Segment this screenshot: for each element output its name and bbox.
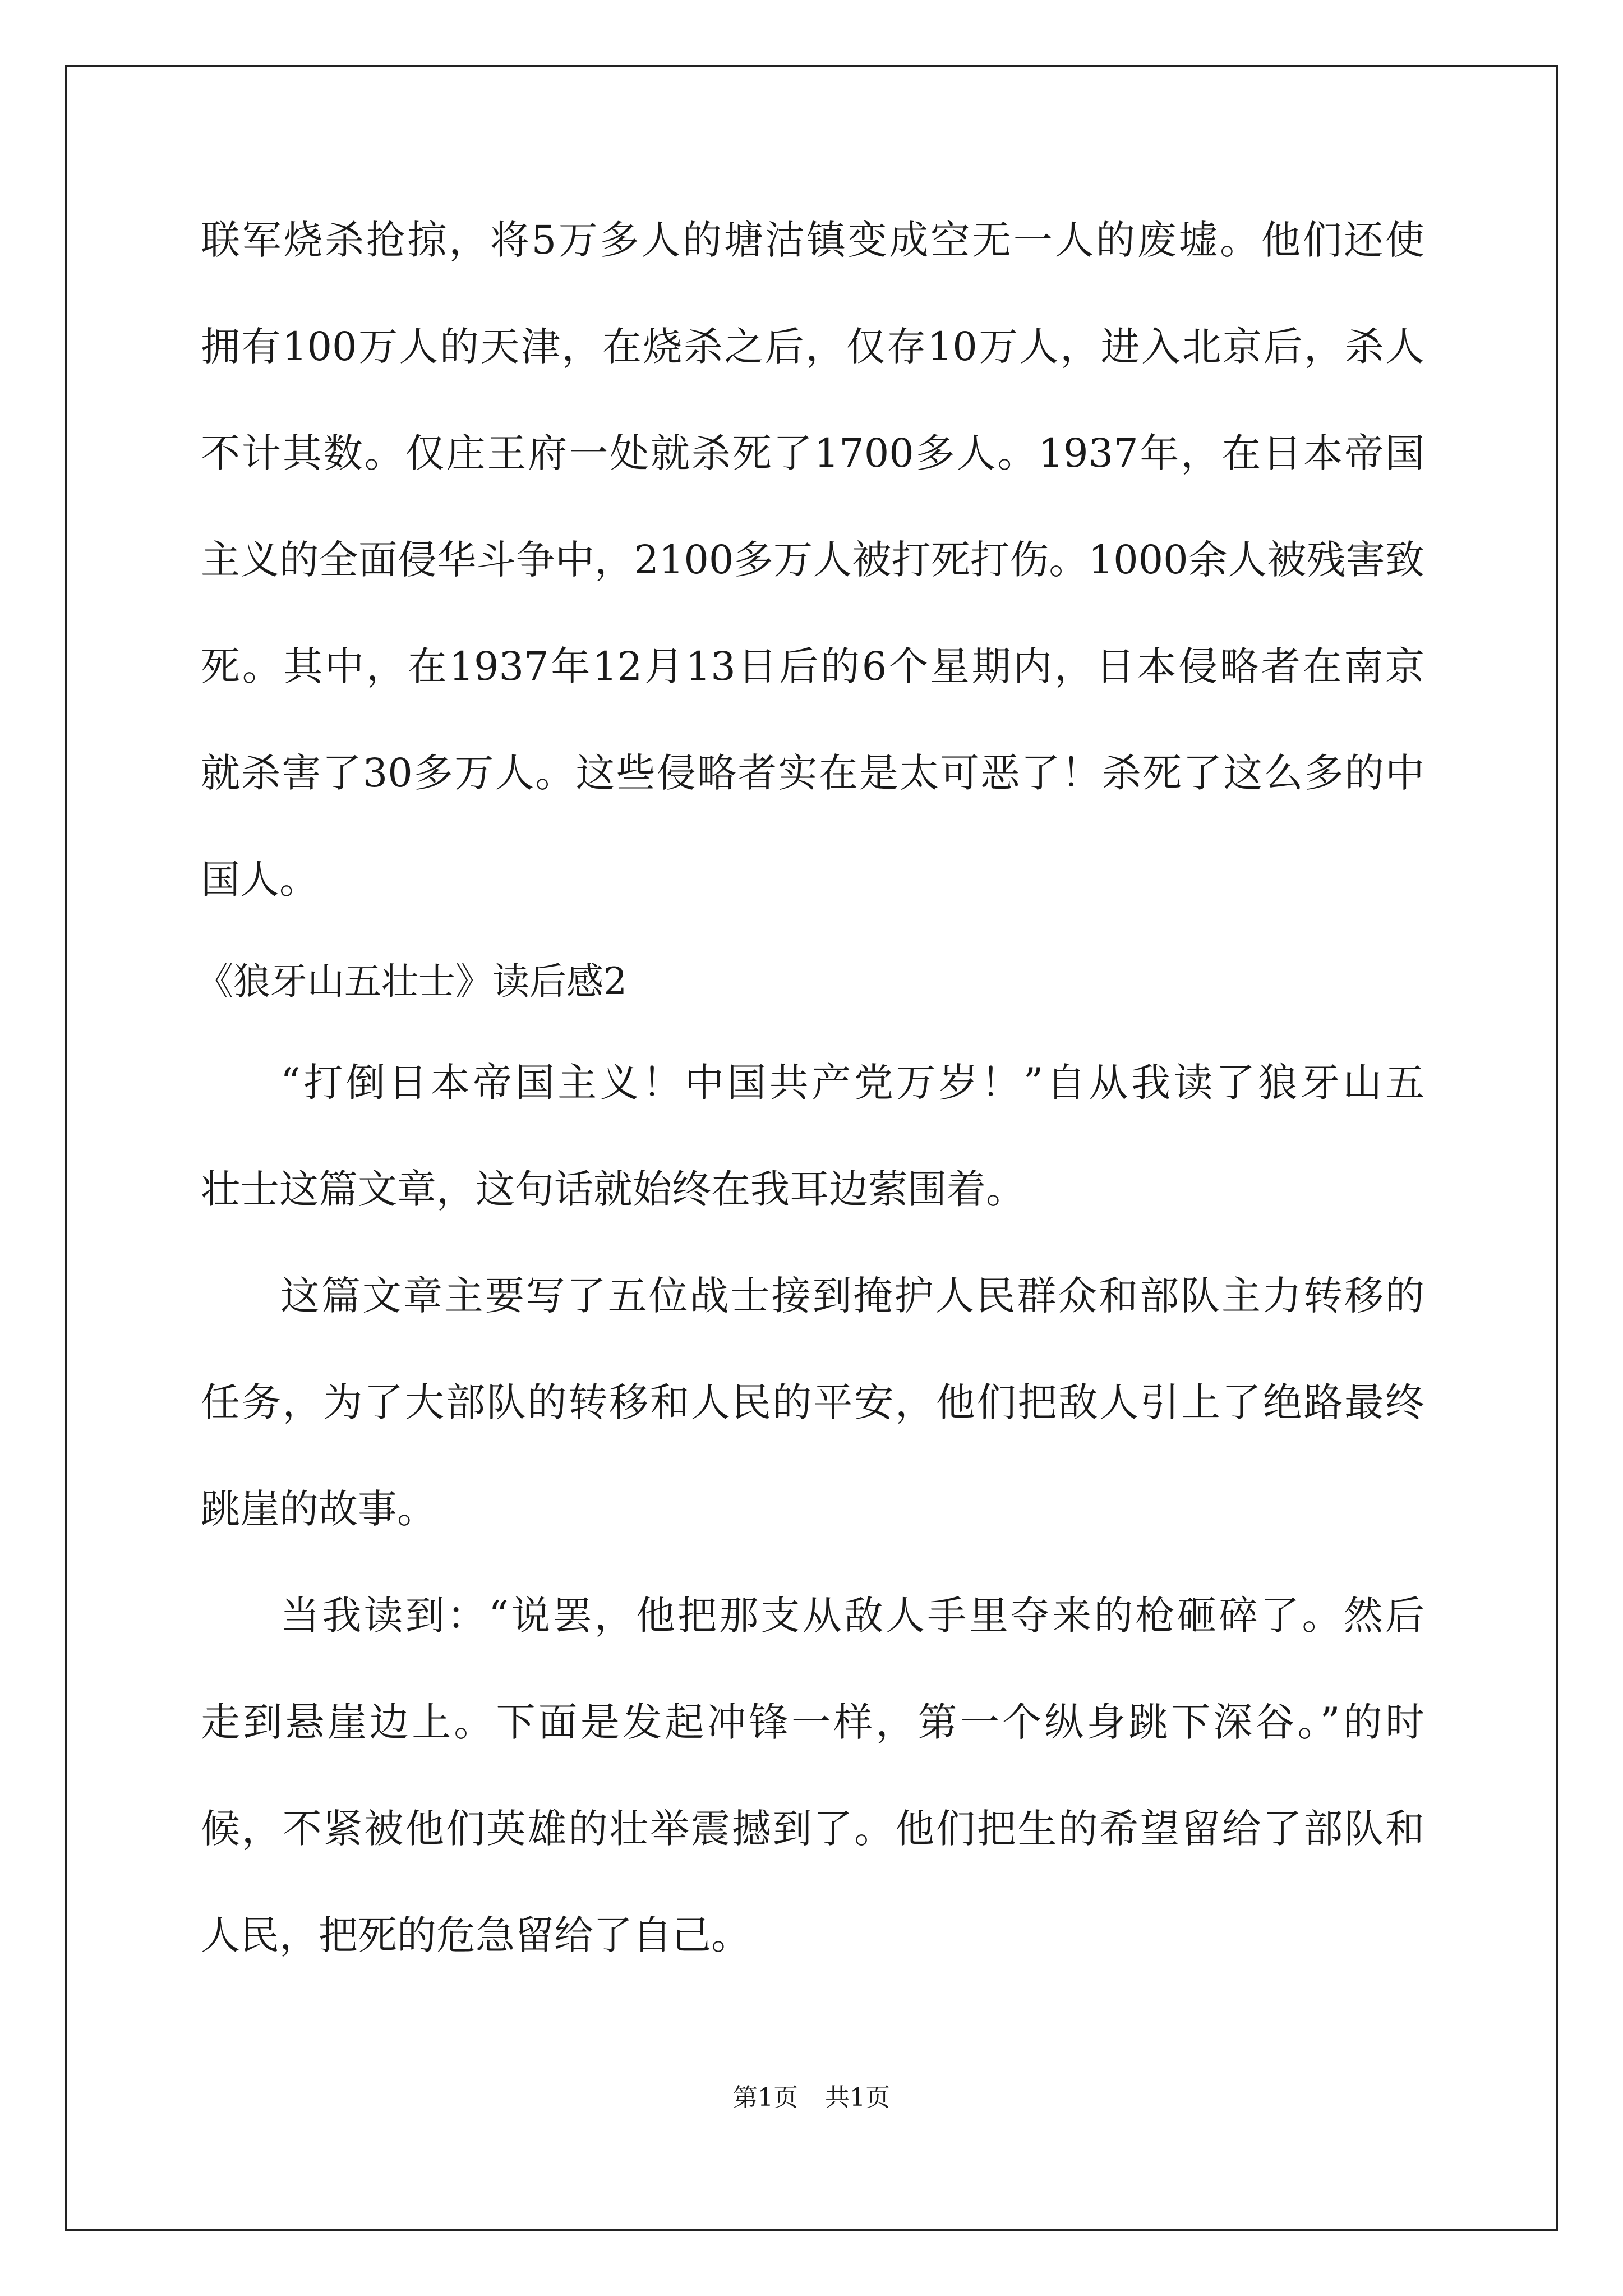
- section-heading: 《狼牙山五壮士》读后感2: [196, 960, 627, 1003]
- paragraph-1-line-5: 死。其中，在1937年12月13日后的6个星期内，日本侵略者在南京: [201, 643, 1424, 689]
- paragraph-3-line-1: 这篇文章主要写了五位战士接到掩护人民群众和部队主力转移的: [280, 1273, 1424, 1319]
- paragraph-3-line-2: 任务，为了大部队的转移和人民的平安，他们把敌人引上了绝路最终: [201, 1379, 1424, 1425]
- paragraph-2-line-1: “打倒日本帝国主义！中国共产党万岁！”自从我读了狼牙山五: [280, 1060, 1424, 1106]
- page-border: [65, 65, 1558, 2231]
- page-number: 第1页: [733, 2083, 798, 2112]
- page-total: 共1页: [825, 2083, 890, 2112]
- paragraph-4-line-1: 当我读到：“说罢，他把那支从敌人手里夺来的枪砸碎了。然后: [280, 1593, 1424, 1639]
- paragraph-1-line-7: 国人。: [201, 857, 319, 903]
- paragraph-4-line-2: 走到悬崖边上。下面是发起冲锋一样，第一个纵身跳下深谷。”的时: [201, 1699, 1424, 1745]
- paragraph-1-line-3: 不计其数。仅庄王府一处就杀死了1700多人。1937年，在日本帝国: [201, 430, 1424, 476]
- paragraph-1-line-6: 就杀害了30多万人。这些侵略者实在是太可恶了！杀死了这么多的中: [201, 750, 1424, 796]
- paragraph-4-line-4: 人民，把死的危急留给了自己。: [201, 1912, 750, 1958]
- paragraph-1-line-4: 主义的全面侵华斗争中，2100多万人被打死打伤。1000余人被残害致: [201, 537, 1424, 583]
- paragraph-1-line-2: 拥有100万人的天津，在烧杀之后，仅存10万人，进入北京后，杀人: [201, 324, 1424, 370]
- paragraph-4-line-3: 候，不紧被他们英雄的壮举震撼到了。他们把生的希望留给了部队和: [201, 1806, 1424, 1852]
- paragraph-3-line-3: 跳崖的故事。: [201, 1486, 436, 1532]
- page-footer: [0, 2081, 1623, 2115]
- paragraph-2-line-2: 壮士这篇文章，这句话就始终在我耳边萦围着。: [201, 1166, 1025, 1212]
- paragraph-1-line-1: 联军烧杀抢掠，将5万多人的塘沽镇变成空无一人的废墟。他们还使: [201, 217, 1424, 263]
